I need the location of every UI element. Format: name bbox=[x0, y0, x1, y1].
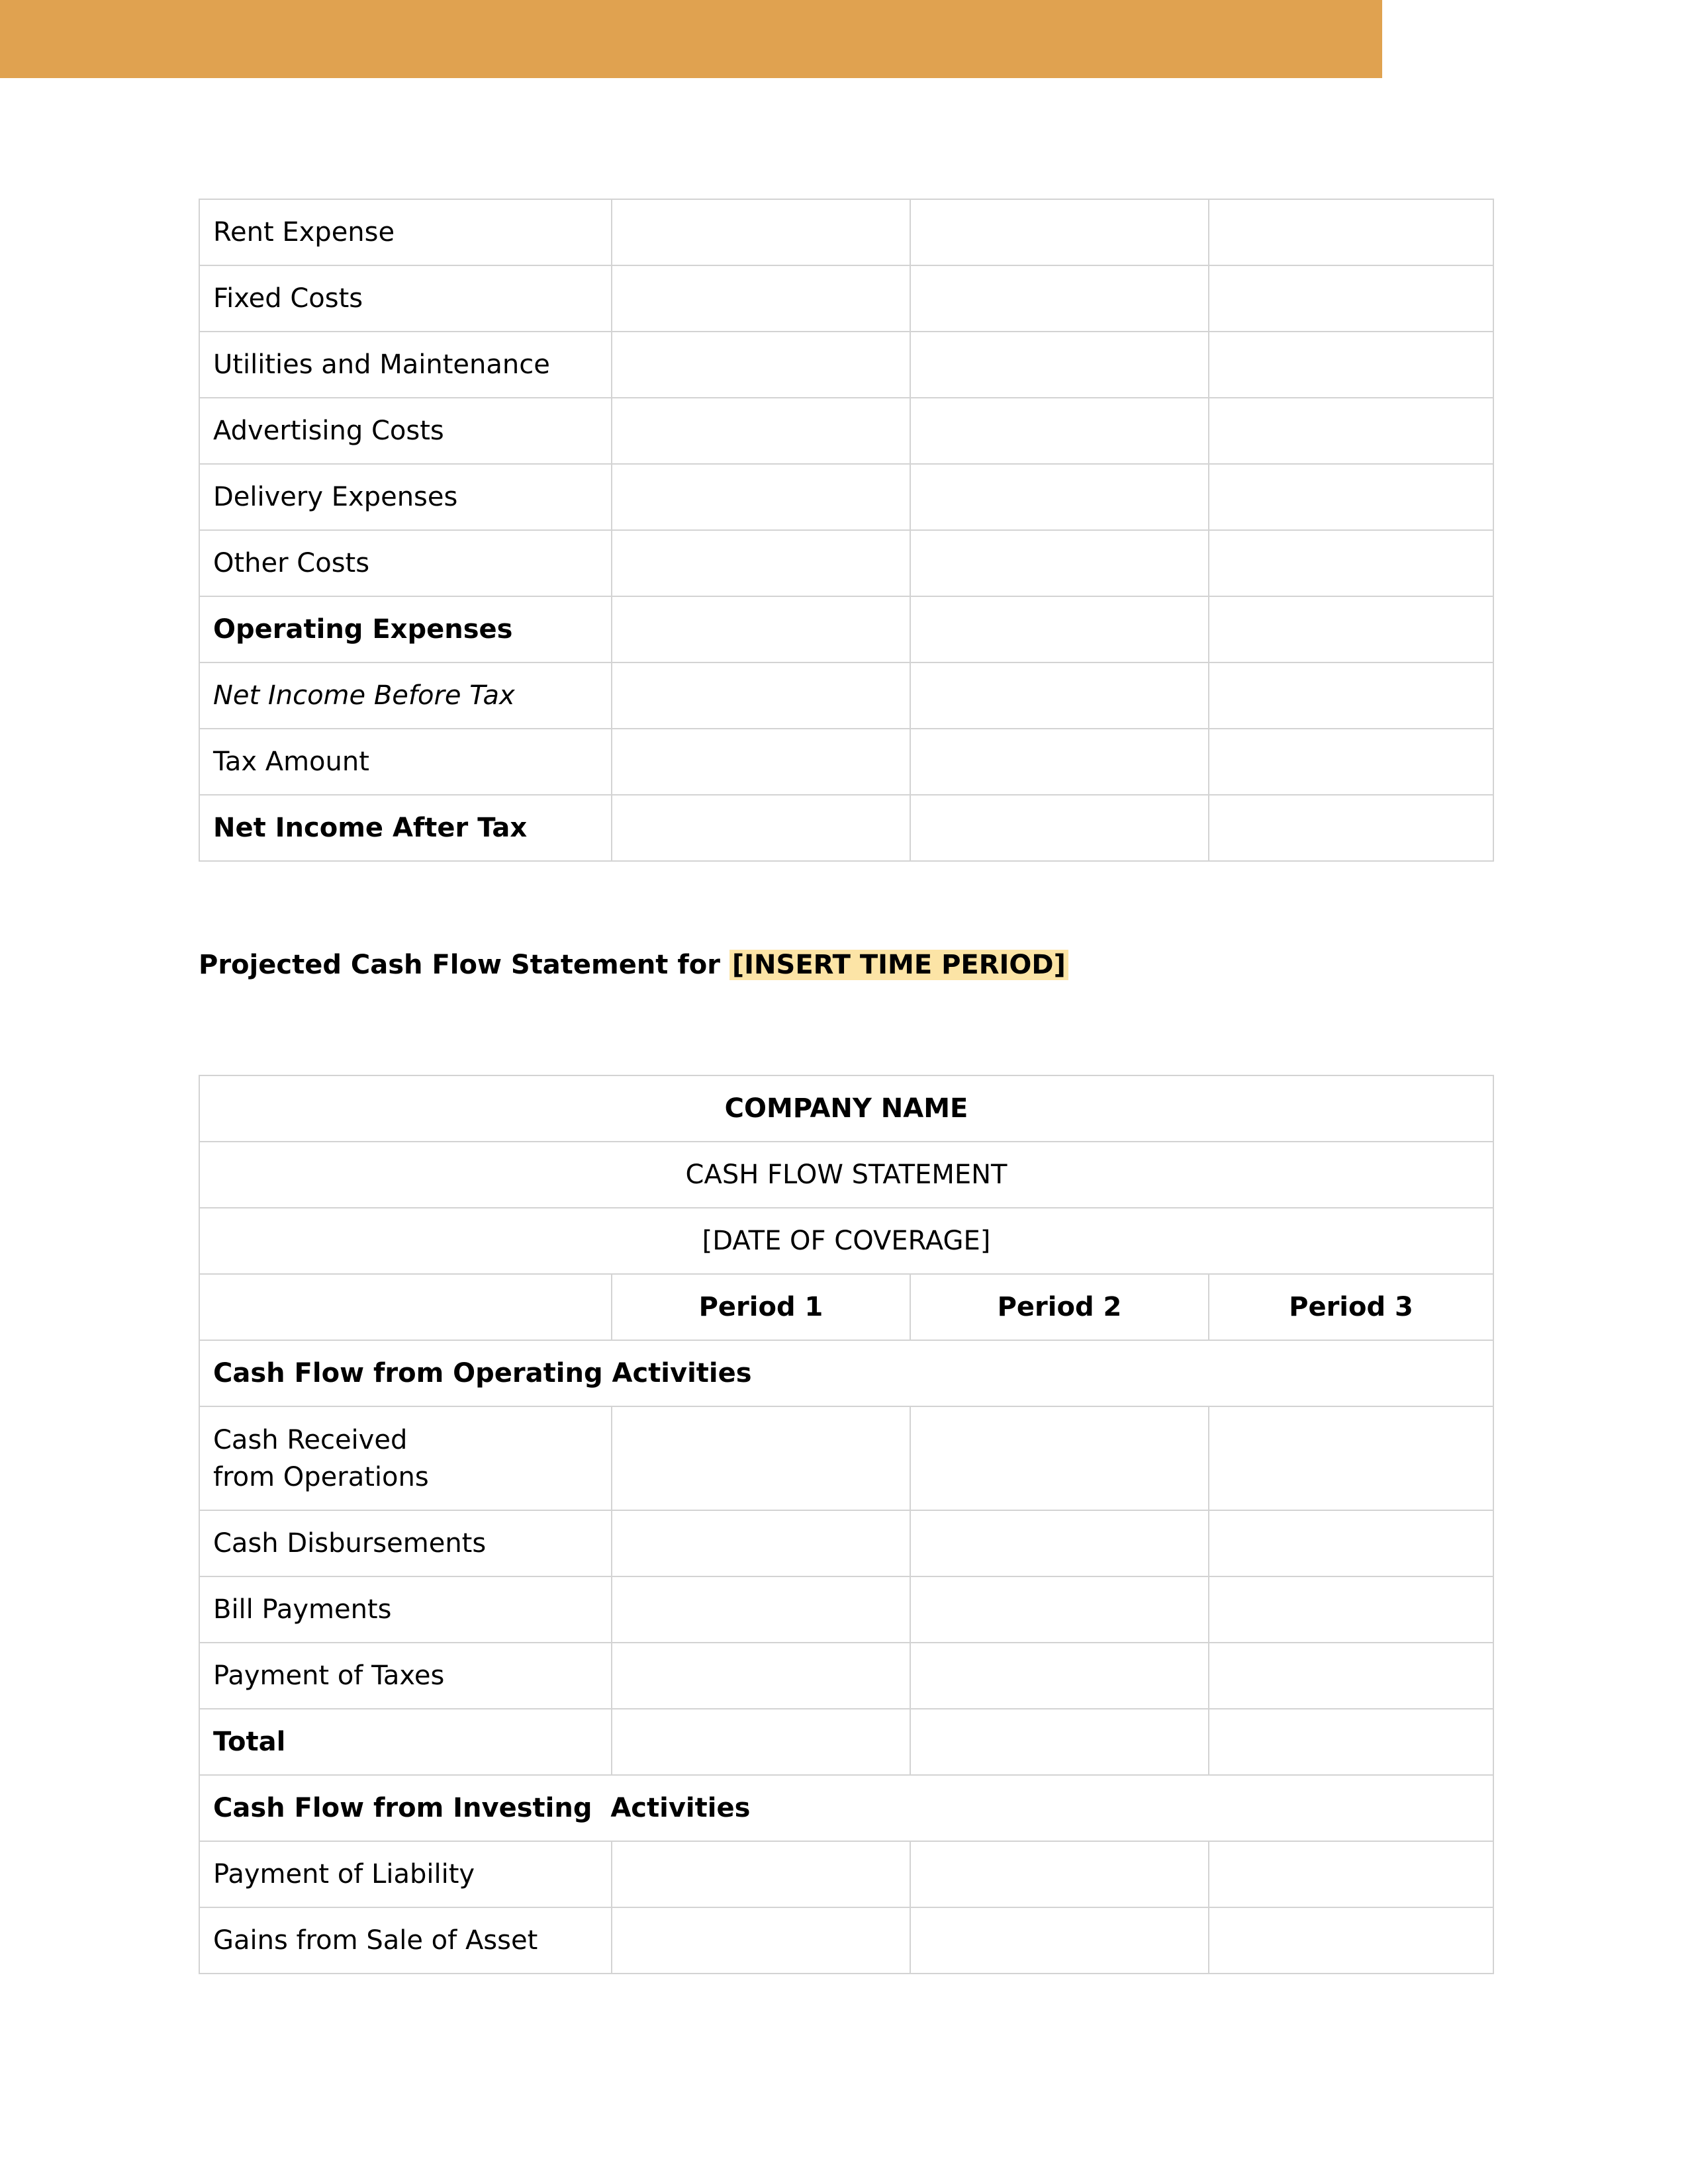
table-row bbox=[199, 1841, 1493, 1907]
value-cell[interactable] bbox=[612, 1406, 910, 1510]
empty-header-cell bbox=[199, 1274, 612, 1340]
income-statement-table bbox=[199, 199, 1494, 862]
row-label: Operating Expenses bbox=[199, 596, 612, 662]
table-row bbox=[199, 596, 1493, 662]
value-cell[interactable] bbox=[1209, 795, 1493, 861]
table-row bbox=[199, 662, 1493, 729]
value-cell[interactable] bbox=[612, 1510, 910, 1576]
value-cell[interactable] bbox=[612, 662, 910, 729]
table-row bbox=[199, 332, 1493, 398]
value-cell[interactable] bbox=[910, 596, 1209, 662]
value-cell[interactable] bbox=[612, 1576, 910, 1643]
value-cell[interactable] bbox=[910, 1841, 1209, 1907]
period-header-row bbox=[199, 1274, 1493, 1340]
row-label: Delivery Expenses bbox=[199, 464, 612, 530]
value-cell[interactable] bbox=[910, 1643, 1209, 1709]
value-cell[interactable] bbox=[910, 729, 1209, 795]
value-cell[interactable] bbox=[1209, 332, 1493, 398]
value-cell[interactable] bbox=[612, 199, 910, 265]
value-cell[interactable] bbox=[1209, 1406, 1493, 1510]
value-cell[interactable] bbox=[910, 398, 1209, 464]
row-label: Net Income Before Tax bbox=[199, 662, 612, 729]
period-2-header: Period 2 bbox=[910, 1274, 1209, 1340]
value-cell[interactable] bbox=[1209, 1576, 1493, 1643]
value-cell[interactable] bbox=[612, 596, 910, 662]
table-row bbox=[199, 1406, 1493, 1510]
value-cell[interactable] bbox=[910, 265, 1209, 332]
value-cell[interactable] bbox=[612, 729, 910, 795]
value-cell[interactable] bbox=[1209, 729, 1493, 795]
table-row bbox=[199, 464, 1493, 530]
value-cell[interactable] bbox=[1209, 265, 1493, 332]
value-cell[interactable] bbox=[1209, 662, 1493, 729]
row-label: Total bbox=[199, 1709, 612, 1775]
table-row bbox=[199, 1576, 1493, 1643]
value-cell[interactable] bbox=[1209, 596, 1493, 662]
row-label: Payment of Taxes bbox=[199, 1643, 612, 1709]
value-cell[interactable] bbox=[612, 530, 910, 596]
table-row bbox=[199, 199, 1493, 265]
value-cell[interactable] bbox=[612, 1907, 910, 1974]
row-label: Tax Amount bbox=[199, 729, 612, 795]
value-cell[interactable] bbox=[910, 464, 1209, 530]
row-label: Utilities and Maintenance bbox=[199, 332, 612, 398]
row-label bbox=[199, 1406, 612, 1510]
header-color-bar bbox=[0, 0, 1382, 78]
date-of-coverage[interactable]: [DATE OF COVERAGE] bbox=[199, 1208, 1493, 1274]
table-row bbox=[199, 530, 1493, 596]
section-header-row bbox=[199, 1340, 1493, 1406]
table-row bbox=[199, 795, 1493, 861]
value-cell[interactable] bbox=[1209, 1709, 1493, 1775]
table-row bbox=[199, 1907, 1493, 1974]
value-cell[interactable] bbox=[910, 795, 1209, 861]
value-cell[interactable] bbox=[910, 1709, 1209, 1775]
value-cell[interactable] bbox=[1209, 530, 1493, 596]
value-cell[interactable] bbox=[612, 265, 910, 332]
row-label: Bill Payments bbox=[199, 1576, 612, 1643]
value-cell[interactable] bbox=[910, 1576, 1209, 1643]
table-row bbox=[199, 398, 1493, 464]
row-label: Gains from Sale of Asset bbox=[199, 1907, 612, 1974]
value-cell[interactable] bbox=[612, 795, 910, 861]
table-row bbox=[199, 729, 1493, 795]
table-row bbox=[199, 1510, 1493, 1576]
statement-title: CASH FLOW STATEMENT bbox=[199, 1142, 1493, 1208]
investing-activities-header: Cash Flow from Investing Activities bbox=[199, 1775, 1493, 1841]
section-header-row bbox=[199, 1775, 1493, 1841]
value-cell[interactable] bbox=[1209, 1907, 1493, 1974]
value-cell[interactable] bbox=[910, 1510, 1209, 1576]
value-cell[interactable] bbox=[910, 1907, 1209, 1974]
period-3-header: Period 3 bbox=[1209, 1274, 1493, 1340]
row-label: Advertising Costs bbox=[199, 398, 612, 464]
value-cell[interactable] bbox=[1209, 1841, 1493, 1907]
value-cell[interactable] bbox=[910, 1406, 1209, 1510]
value-cell[interactable] bbox=[910, 332, 1209, 398]
row-label: Fixed Costs bbox=[199, 265, 612, 332]
row-label: Rent Expense bbox=[199, 199, 612, 265]
table-row bbox=[199, 1643, 1493, 1709]
table-row bbox=[199, 1075, 1493, 1142]
total-row bbox=[199, 1709, 1493, 1775]
row-label: Other Costs bbox=[199, 530, 612, 596]
value-cell[interactable] bbox=[1209, 464, 1493, 530]
time-period-placeholder[interactable]: [INSERT TIME PERIOD] bbox=[729, 950, 1068, 980]
company-name[interactable]: COMPANY NAME bbox=[199, 1075, 1493, 1142]
value-cell[interactable] bbox=[910, 199, 1209, 265]
table-row bbox=[199, 1208, 1493, 1274]
period-1-header: Period 1 bbox=[612, 1274, 910, 1340]
value-cell[interactable] bbox=[1209, 1643, 1493, 1709]
value-cell[interactable] bbox=[1209, 398, 1493, 464]
operating-activities-header: Cash Flow from Operating Activities bbox=[199, 1340, 1493, 1406]
value-cell[interactable] bbox=[612, 1643, 910, 1709]
value-cell[interactable] bbox=[910, 662, 1209, 729]
table-row bbox=[199, 265, 1493, 332]
value-cell[interactable] bbox=[612, 332, 910, 398]
value-cell[interactable] bbox=[612, 1709, 910, 1775]
value-cell[interactable] bbox=[910, 530, 1209, 596]
table-row bbox=[199, 1142, 1493, 1208]
value-cell[interactable] bbox=[612, 1841, 910, 1907]
value-cell[interactable] bbox=[612, 464, 910, 530]
row-label: Net Income After Tax bbox=[199, 795, 612, 861]
row-label: Cash Disbursements bbox=[199, 1510, 612, 1576]
section-title-prefix: Projected Cash Flow Statement for bbox=[199, 950, 729, 980]
value-cell[interactable] bbox=[1209, 1510, 1493, 1576]
row-label-text: Cash Received from Operations bbox=[213, 1424, 429, 1492]
cash-flow-table bbox=[199, 1075, 1494, 1974]
cash-flow-section-title bbox=[199, 945, 1068, 985]
value-cell[interactable] bbox=[1209, 199, 1493, 265]
value-cell[interactable] bbox=[612, 398, 910, 464]
row-label: Payment of Liability bbox=[199, 1841, 612, 1907]
